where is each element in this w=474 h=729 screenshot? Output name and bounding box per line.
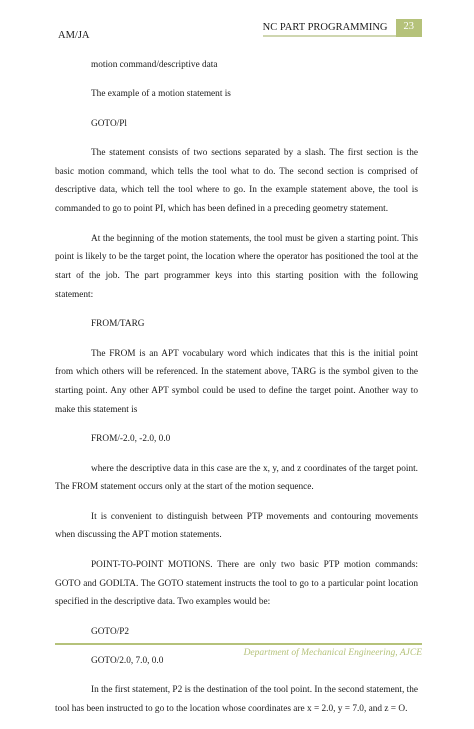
header-title: NC PART PROGRAMMING <box>263 19 396 37</box>
paragraph-descriptive-data: where the descriptive data in this case are the x, y, and z coordinates of the target point. The FROM statement occurs only at the start of the motion sequence. <box>55 463 418 493</box>
code-from-targ: FROM/TARG <box>91 319 145 330</box>
paragraph-from-explanation: The FROM is an APT vocabulary word which indicates that this is the initial point from which others will be referenced. In the statement above, TARG is the symbol given to the starting point. Any other APT symbol could be used to define the target point. Another way to make this statement is <box>55 348 418 415</box>
paragraph-goto-explanation: In the first statement, P2 is the destination of the tool point. In the second statement, the tool has been instructed to go to the location whose coordinates are x = 2.0, y = 7.0, and z = O. <box>55 685 418 715</box>
paragraph-ptp-motions: POINT-TO-POINT MOTIONS. There are only two basic PTP motion commands: GOTO and GODLTA. The GOTO statement instructs the tool to go to a particular point location specified in the descriptive data. Two examples would be: <box>55 559 418 608</box>
paragraph-ptp-contouring: It is convenient to distinguish between PTP movements and contouring movements when discussing the APT motion statements. <box>55 511 418 541</box>
code-goto-pl: GOTO/Pl <box>91 118 127 129</box>
code-from-coordinates: FROM/-2.0, -2.0, 0.0 <box>91 434 171 445</box>
page-body <box>55 56 418 729</box>
paragraph-starting-point: At the beginning of the motion statements, the tool must be given a starting point. This point is likely to be the target point, the location where the operator has positioned the tool at the start of the job. The part programmer keys into this starting position with the following statement: <box>55 233 418 300</box>
paragraph-example-intro: The example of a motion statement is <box>91 89 231 100</box>
running-header <box>263 19 422 37</box>
paragraph-statement-sections: The statement consists of two sections separated by a slash. The first section is the basic motion command, which tells the tool what to do. The second section is comprised of descriptive data, which tell the tool where to go. In the example statement above, the tool is commanded to go to point PI, which has been defined in a preceding geometry statement. <box>55 147 418 215</box>
paragraph-motion-format: motion command/descriptive data <box>91 60 218 70</box>
code-goto-coordinates: GOTO/2.0, 7.0, 0.0 <box>91 655 164 666</box>
page-number: 23 <box>396 19 423 37</box>
footer-department: Department of Mechanical Engineering, AJCE <box>243 648 422 658</box>
header-author: AM/JA <box>58 30 90 41</box>
footer-divider <box>55 643 422 645</box>
code-goto-p2: GOTO/P2 <box>91 626 130 637</box>
